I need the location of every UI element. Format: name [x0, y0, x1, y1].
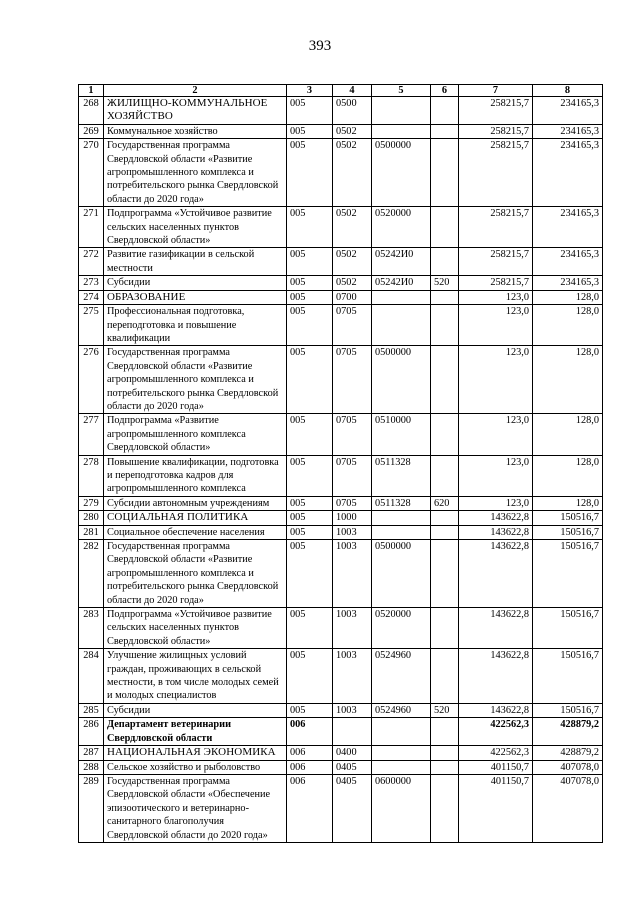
row-code-3: 006	[287, 774, 333, 842]
row-code-5	[372, 97, 431, 125]
row-name: Государственная программа Свердловской области «Развитие агропромышленного комплекса и потребительского рынка Свердловской области до 2020 года»	[104, 139, 287, 207]
table-row	[79, 455, 603, 496]
row-code-3: 005	[287, 346, 333, 414]
row-code-5	[372, 511, 431, 525]
table-row	[79, 760, 603, 774]
row-name: Развитие газификации в сельской местности	[104, 248, 287, 276]
row-value-7: 401150,7	[459, 774, 533, 842]
table-row	[79, 414, 603, 455]
row-code-3: 006	[287, 746, 333, 760]
row-value-8: 234165,3	[533, 276, 603, 290]
row-value-8: 150516,7	[533, 649, 603, 704]
row-name: Повышение квалификации, подготовка и переподготовка кадров для агропромышленного комплекса	[104, 455, 287, 496]
row-code-3: 005	[287, 290, 333, 304]
row-code-4: 0400	[333, 746, 372, 760]
row-value-8: 150516,7	[533, 540, 603, 608]
row-code-4: 0700	[333, 290, 372, 304]
row-number: 279	[79, 496, 104, 510]
row-value-7: 143622,8	[459, 608, 533, 649]
row-code-3: 005	[287, 540, 333, 608]
table-row	[79, 305, 603, 346]
row-value-7: 401150,7	[459, 760, 533, 774]
table-row	[79, 774, 603, 842]
row-code-3: 005	[287, 649, 333, 704]
table-header-row	[79, 85, 603, 97]
table-row	[79, 496, 603, 510]
row-code-4: 0502	[333, 248, 372, 276]
row-value-8: 128,0	[533, 414, 603, 455]
row-code-3: 005	[287, 525, 333, 539]
row-number: 276	[79, 346, 104, 414]
row-name: СОЦИАЛЬНАЯ ПОЛИТИКА	[104, 511, 287, 525]
row-code-5: 0511328	[372, 455, 431, 496]
row-value-8: 150516,7	[533, 608, 603, 649]
row-code-6	[431, 746, 459, 760]
row-code-6	[431, 774, 459, 842]
row-number: 268	[79, 97, 104, 125]
row-name: Государственная программа Свердловской области «Развитие агропромышленного комплекса и потребительского рынка Свердловской области до 2020 года»	[104, 540, 287, 608]
row-code-3: 005	[287, 248, 333, 276]
row-number: 286	[79, 718, 104, 746]
row-number: 282	[79, 540, 104, 608]
row-number: 277	[79, 414, 104, 455]
row-value-8: 128,0	[533, 346, 603, 414]
table-row	[79, 703, 603, 717]
column-header: 4	[333, 85, 372, 97]
column-header: 7	[459, 85, 533, 97]
row-code-3: 005	[287, 124, 333, 138]
row-number: 270	[79, 139, 104, 207]
row-name: Сельское хозяйство и рыболовство	[104, 760, 287, 774]
row-code-4	[333, 718, 372, 746]
row-name: Социальное обеспечение населения	[104, 525, 287, 539]
row-code-5: 0520000	[372, 207, 431, 248]
row-value-8: 428879,2	[533, 746, 603, 760]
row-number: 283	[79, 608, 104, 649]
row-number: 272	[79, 248, 104, 276]
row-code-3: 005	[287, 207, 333, 248]
row-code-6	[431, 525, 459, 539]
column-header: 3	[287, 85, 333, 97]
row-value-7: 143622,8	[459, 703, 533, 717]
row-number: 289	[79, 774, 104, 842]
row-value-8: 428879,2	[533, 718, 603, 746]
row-number: 287	[79, 746, 104, 760]
row-code-6	[431, 455, 459, 496]
table-row	[79, 525, 603, 539]
row-code-5	[372, 305, 431, 346]
table-row	[79, 718, 603, 746]
row-value-8: 128,0	[533, 305, 603, 346]
row-value-7: 123,0	[459, 455, 533, 496]
table-row	[79, 276, 603, 290]
row-code-4: 0705	[333, 455, 372, 496]
row-name: Подпрограмма «Устойчивое развитие сельских населенных пунктов Свердловской области»	[104, 207, 287, 248]
row-number: 274	[79, 290, 104, 304]
row-code-6	[431, 511, 459, 525]
row-value-8: 128,0	[533, 496, 603, 510]
row-name: Коммунальное хозяйство	[104, 124, 287, 138]
row-value-8: 234165,3	[533, 248, 603, 276]
row-value-7: 123,0	[459, 346, 533, 414]
table-row	[79, 346, 603, 414]
column-header: 1	[79, 85, 104, 97]
row-name: Департамент ветеринарии Свердловской области	[104, 718, 287, 746]
row-code-4: 0502	[333, 139, 372, 207]
row-code-4: 0705	[333, 305, 372, 346]
table-row	[79, 139, 603, 207]
row-code-6	[431, 97, 459, 125]
table-row	[79, 248, 603, 276]
row-number: 271	[79, 207, 104, 248]
row-code-3: 005	[287, 139, 333, 207]
row-code-4: 0502	[333, 207, 372, 248]
row-code-6	[431, 248, 459, 276]
row-code-4: 0705	[333, 496, 372, 510]
row-code-6	[431, 207, 459, 248]
row-code-6	[431, 718, 459, 746]
row-name: ЖИЛИЩНО-КОММУНАЛЬНОЕ ХОЗЯЙСТВО	[104, 97, 287, 125]
row-code-6	[431, 540, 459, 608]
row-code-5	[372, 124, 431, 138]
row-code-3: 005	[287, 496, 333, 510]
row-code-3: 005	[287, 511, 333, 525]
row-code-4: 1000	[333, 511, 372, 525]
row-value-7: 258215,7	[459, 139, 533, 207]
table-row	[79, 207, 603, 248]
row-code-5	[372, 746, 431, 760]
row-code-5: 0511328	[372, 496, 431, 510]
row-value-8: 150516,7	[533, 511, 603, 525]
row-name: Государственная программа Свердловской области «Обеспечение эпизоотического и ветеринарно-санитарного благополучия Свердловской области до 2020 года»	[104, 774, 287, 842]
row-code-4: 0405	[333, 760, 372, 774]
row-code-5: 05242И0	[372, 248, 431, 276]
column-header: 8	[533, 85, 603, 97]
row-value-7: 143622,8	[459, 540, 533, 608]
row-code-3: 006	[287, 718, 333, 746]
row-code-3: 005	[287, 703, 333, 717]
row-number: 281	[79, 525, 104, 539]
row-name: Улучшение жилищных условий граждан, проживающих в сельской местности, в том числе молодых семей и молодых специалистов	[104, 649, 287, 704]
row-value-7: 143622,8	[459, 649, 533, 704]
row-value-8: 407078,0	[533, 774, 603, 842]
row-code-5: 0500000	[372, 139, 431, 207]
row-value-8: 234165,3	[533, 97, 603, 125]
row-name: Субсидии	[104, 276, 287, 290]
row-number: 273	[79, 276, 104, 290]
row-code-4: 1003	[333, 703, 372, 717]
row-value-7: 258215,7	[459, 276, 533, 290]
row-code-6	[431, 290, 459, 304]
column-header: 6	[431, 85, 459, 97]
table-row	[79, 97, 603, 125]
row-code-6: 620	[431, 496, 459, 510]
table-row	[79, 290, 603, 304]
row-number: 278	[79, 455, 104, 496]
row-code-4: 0502	[333, 276, 372, 290]
row-value-7: 143622,8	[459, 511, 533, 525]
row-code-5: 0500000	[372, 540, 431, 608]
row-code-4: 1003	[333, 649, 372, 704]
row-code-4: 1003	[333, 540, 372, 608]
row-code-5: 0500000	[372, 346, 431, 414]
row-value-7: 422562,3	[459, 746, 533, 760]
row-value-7: 123,0	[459, 290, 533, 304]
row-code-5: 0524960	[372, 703, 431, 717]
row-code-5: 0510000	[372, 414, 431, 455]
row-value-8: 128,0	[533, 455, 603, 496]
row-code-5	[372, 760, 431, 774]
row-value-7: 258215,7	[459, 124, 533, 138]
row-code-4: 0705	[333, 414, 372, 455]
row-name: Подпрограмма «Развитие агропромышленного комплекса Свердловской области»	[104, 414, 287, 455]
row-code-6	[431, 346, 459, 414]
row-number: 284	[79, 649, 104, 704]
row-number: 280	[79, 511, 104, 525]
row-code-6	[431, 760, 459, 774]
row-name: НАЦИОНАЛЬНАЯ ЭКОНОМИКА	[104, 746, 287, 760]
row-name: Субсидии	[104, 703, 287, 717]
table-row	[79, 511, 603, 525]
row-value-7: 258215,7	[459, 207, 533, 248]
row-value-8: 234165,3	[533, 124, 603, 138]
row-code-6	[431, 649, 459, 704]
row-value-7: 123,0	[459, 305, 533, 346]
row-value-7: 143622,8	[459, 525, 533, 539]
row-code-6	[431, 139, 459, 207]
row-code-3: 005	[287, 455, 333, 496]
row-code-4: 0500	[333, 97, 372, 125]
row-value-7: 123,0	[459, 414, 533, 455]
table-row	[79, 649, 603, 704]
row-code-3: 005	[287, 97, 333, 125]
row-value-8: 128,0	[533, 290, 603, 304]
row-name: Государственная программа Свердловской области «Развитие агропромышленного комплекса и потребительского рынка Свердловской области до 2020 года»	[104, 346, 287, 414]
row-value-7: 258215,7	[459, 248, 533, 276]
row-code-3: 005	[287, 305, 333, 346]
row-code-3: 006	[287, 760, 333, 774]
row-code-5: 0524960	[372, 649, 431, 704]
row-code-6: 520	[431, 276, 459, 290]
row-code-4: 0405	[333, 774, 372, 842]
row-value-7: 123,0	[459, 496, 533, 510]
row-name: ОБРАЗОВАНИЕ	[104, 290, 287, 304]
row-code-4: 0502	[333, 124, 372, 138]
row-number: 285	[79, 703, 104, 717]
row-value-8: 234165,3	[533, 207, 603, 248]
row-value-8: 234165,3	[533, 139, 603, 207]
row-code-5	[372, 718, 431, 746]
row-code-5: 0520000	[372, 608, 431, 649]
row-number: 269	[79, 124, 104, 138]
table-row	[79, 124, 603, 138]
row-code-6	[431, 414, 459, 455]
row-code-5	[372, 290, 431, 304]
page-number: 393	[308, 38, 332, 54]
row-value-7: 422562,3	[459, 718, 533, 746]
row-code-3: 005	[287, 414, 333, 455]
row-value-7: 258215,7	[459, 97, 533, 125]
table-row	[79, 746, 603, 760]
row-code-6	[431, 124, 459, 138]
row-code-3: 005	[287, 608, 333, 649]
row-number: 275	[79, 305, 104, 346]
row-code-6: 520	[431, 703, 459, 717]
row-name: Субсидии автономным учреждениям	[104, 496, 287, 510]
row-code-5	[372, 525, 431, 539]
row-code-5: 0600000	[372, 774, 431, 842]
column-header: 2	[104, 85, 287, 97]
row-name: Профессиональная подготовка, переподготовка и повышение квалификации	[104, 305, 287, 346]
row-name: Подпрограмма «Устойчивое развитие сельских населенных пунктов Свердловской области»	[104, 608, 287, 649]
table-row	[79, 540, 603, 608]
row-code-5: 05242И0	[372, 276, 431, 290]
column-header: 5	[372, 85, 431, 97]
row-code-4: 0705	[333, 346, 372, 414]
row-number: 288	[79, 760, 104, 774]
row-value-8: 150516,7	[533, 525, 603, 539]
budget-table	[78, 84, 603, 843]
row-value-8: 407078,0	[533, 760, 603, 774]
row-code-4: 1003	[333, 608, 372, 649]
row-code-6	[431, 305, 459, 346]
row-code-3: 005	[287, 276, 333, 290]
row-value-8: 150516,7	[533, 703, 603, 717]
table-row	[79, 608, 603, 649]
row-code-4: 1003	[333, 525, 372, 539]
row-code-6	[431, 608, 459, 649]
